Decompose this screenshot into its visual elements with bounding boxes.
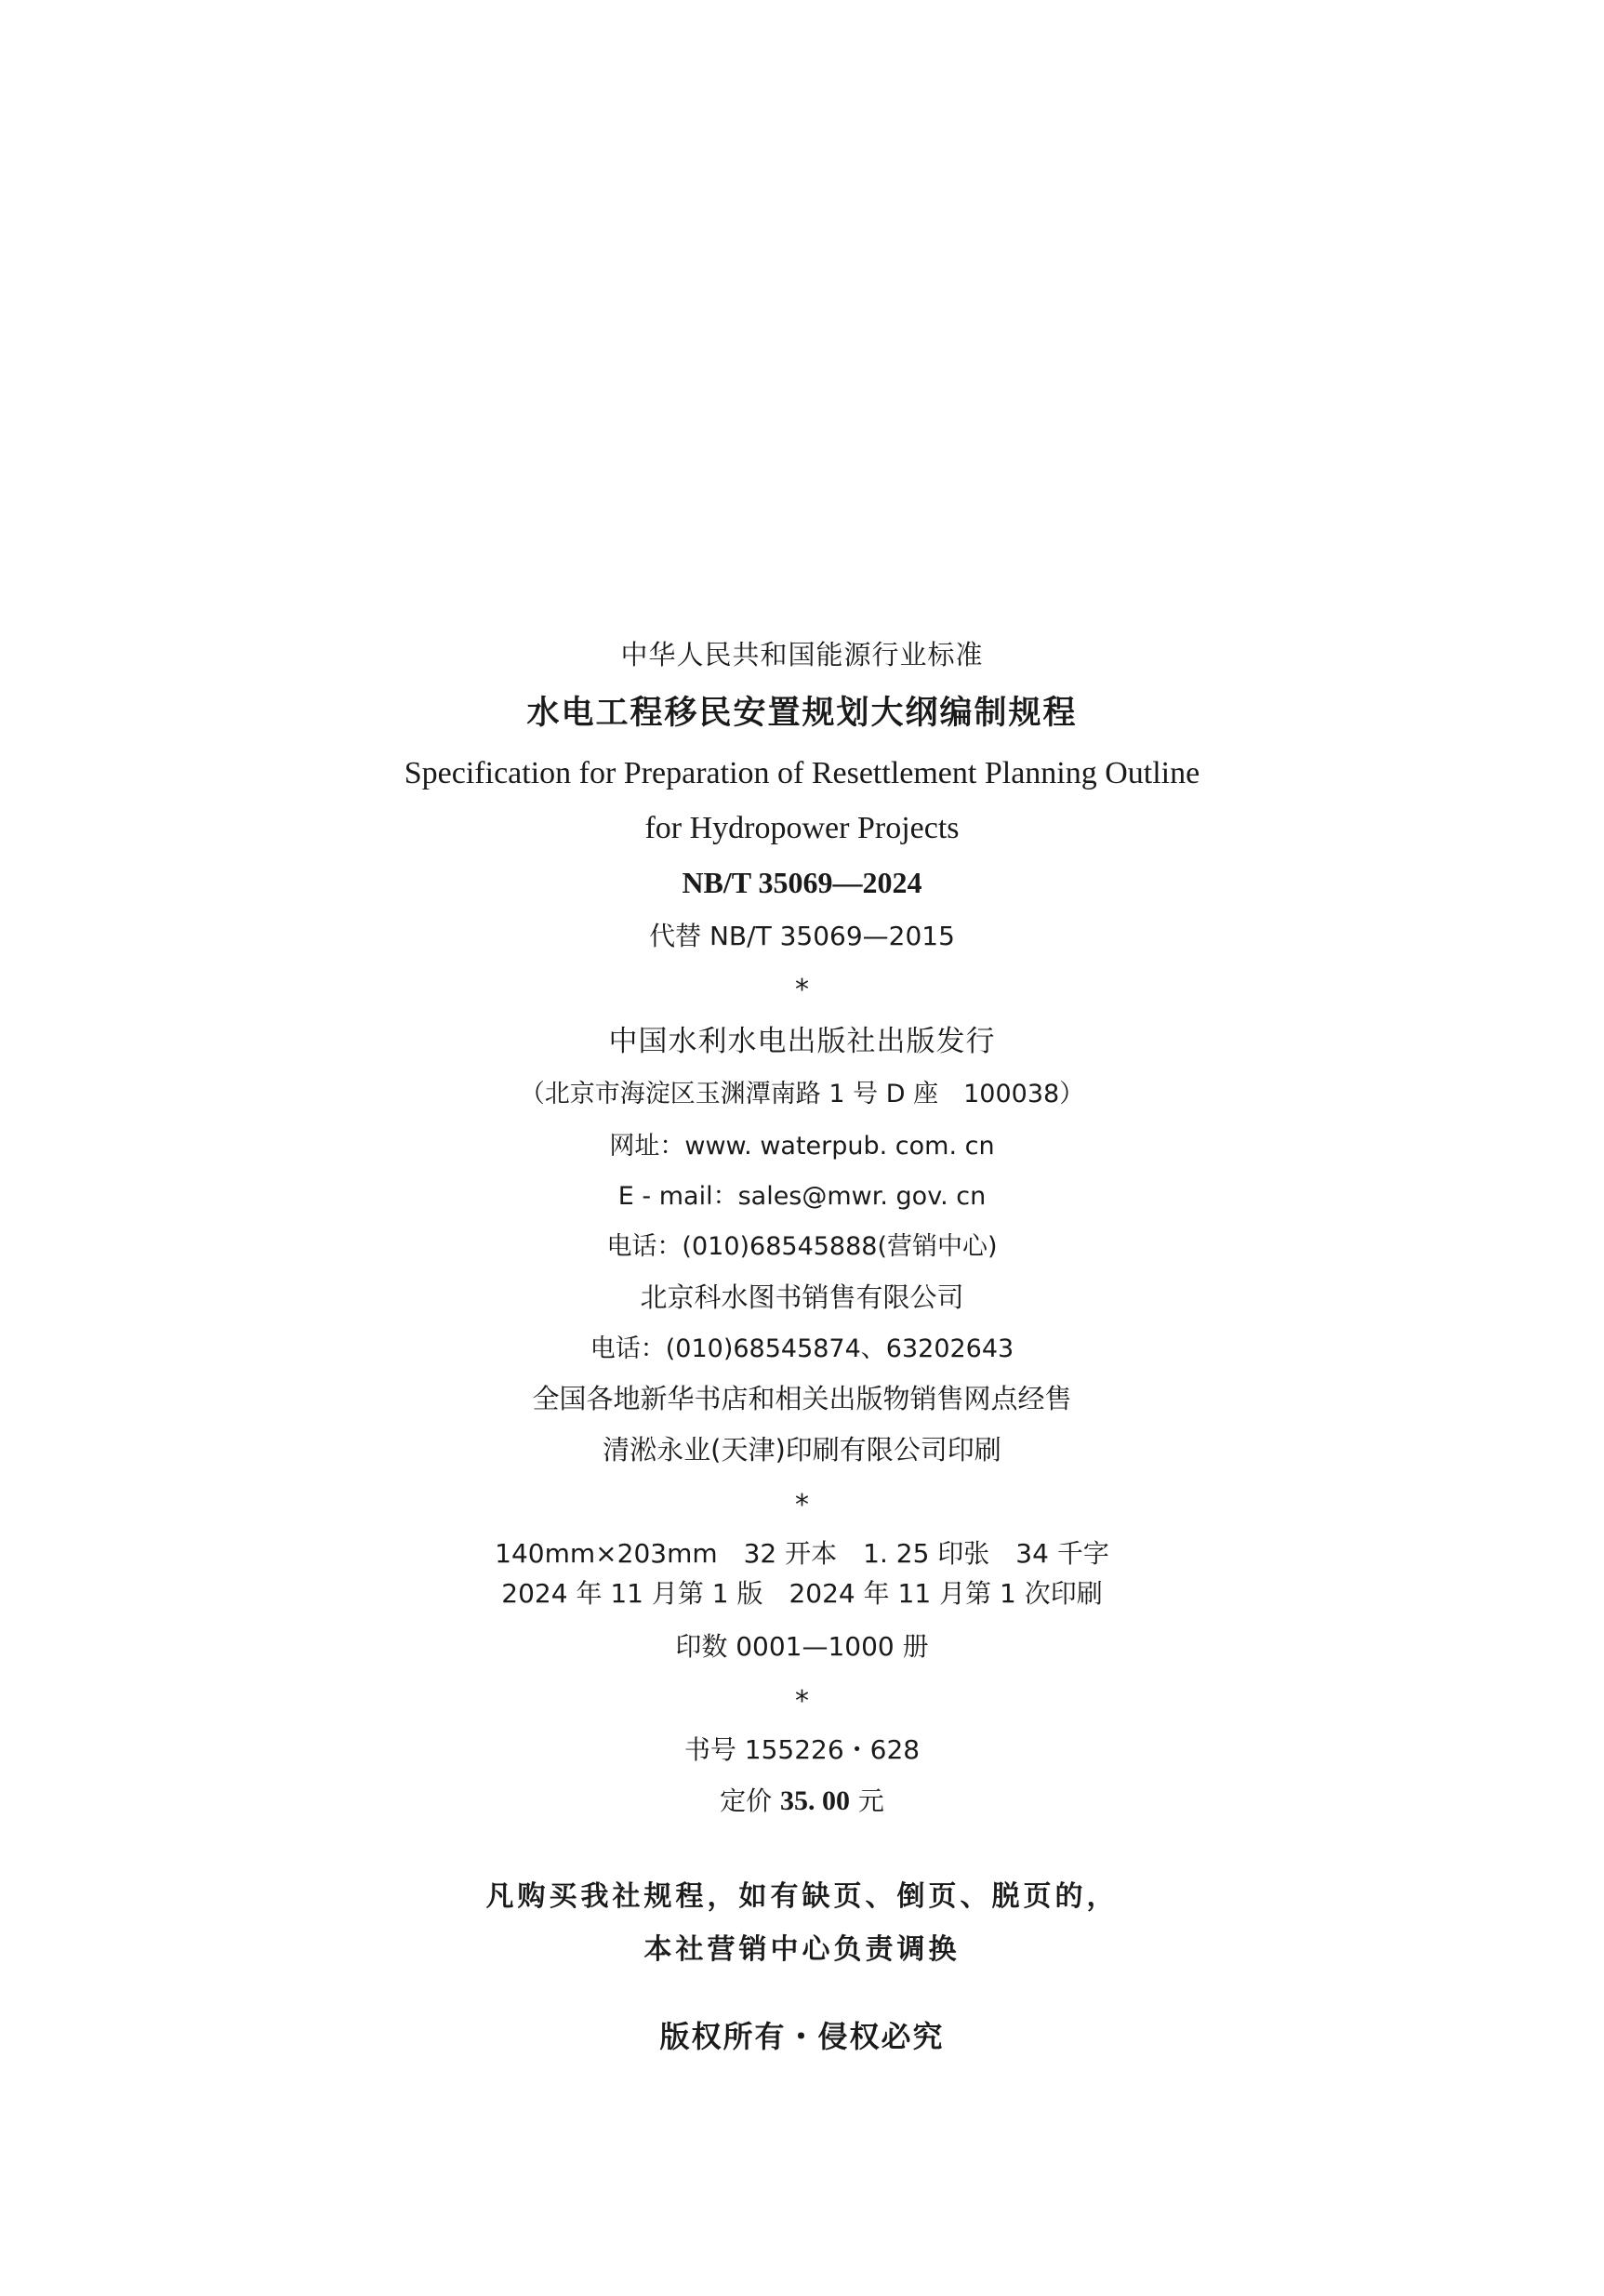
price-line — [0, 1787, 1604, 1815]
document-title-en-line1: Specification for Preparation of Resettlement Planning Outline — [404, 756, 1200, 790]
edition-line: 2024 年 11 月第 1 版 2024 年 11 月第 1 次印刷 — [501, 1578, 1103, 1609]
distributor-name: 北京科水图书销售有限公司 — [640, 1281, 964, 1313]
sales-network: 全国各地新华书店和相关出版物销售网点经售 — [532, 1383, 1072, 1414]
replaces-standard: 代替 NB/T 35069—2015 — [649, 921, 955, 951]
document-title-en-line2: for Hydropower Projects — [644, 811, 960, 845]
separator-star: * — [795, 1489, 809, 1521]
notice-line2: 本社营销中心负责调换 — [643, 1933, 961, 1966]
separator-star: * — [795, 1685, 809, 1718]
separator-star: * — [795, 974, 809, 1006]
standard-category: 中华人民共和国能源行业标准 — [620, 639, 984, 670]
publisher-address: （北京市海淀区玉渊潭南路 1 号 D 座 100038） — [519, 1080, 1085, 1108]
document-title-cn: 水电工程移民安置规划大纲编制规程 — [526, 695, 1078, 732]
price-suffix: 元 — [850, 1785, 884, 1816]
copyright-notice: 版权所有・侵权必究 — [659, 2019, 945, 2054]
printer: 清淞永业(天津)印刷有限公司印刷 — [603, 1434, 1001, 1466]
publisher-email: E - mail：sales@mwr. gov. cn — [617, 1182, 987, 1211]
distributor-phone: 电话：(010)68545874、63202643 — [590, 1334, 1014, 1363]
publisher-website: 网址：www. waterpub. com. cn — [609, 1132, 995, 1161]
price-prefix: 定价 — [720, 1785, 780, 1816]
book-number: 书号 155226・628 — [683, 1734, 921, 1765]
publisher-phone: 电话：(010)68545888(营销中心) — [606, 1232, 998, 1261]
print-run: 印数 0001—1000 册 — [675, 1631, 929, 1662]
price-value: 35. 00 — [780, 1785, 850, 1816]
format-spec-line: 140mm×203mm 32 开本 1. 25 印张 34 千字 — [495, 1538, 1109, 1569]
publisher-name: 中国水利水电出版社出版发行 — [608, 1025, 996, 1058]
notice-line1: 凡购买我社规程，如有缺页、倒页、脱页的， — [485, 1880, 1119, 1913]
standard-number: NB/T 35069—2024 — [682, 866, 922, 899]
